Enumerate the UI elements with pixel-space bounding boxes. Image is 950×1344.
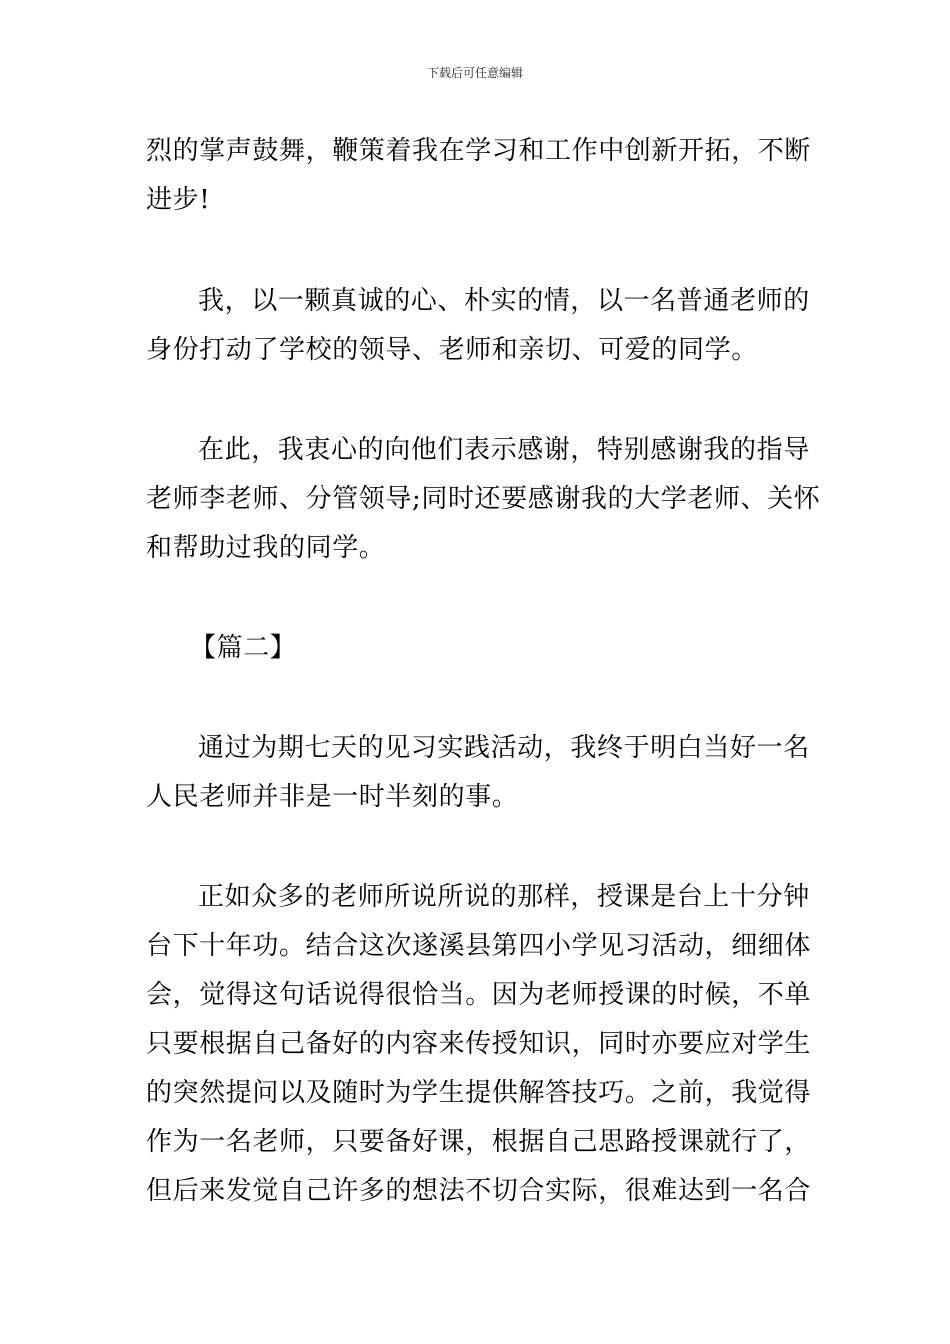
paragraph-line: 烈的掌声鼓舞，鞭策着我在学习和工作中创新开拓，不断 xyxy=(146,136,812,166)
paragraph-line: 人民老师并非是一时半刻的事。 xyxy=(146,782,519,812)
paragraph-line: 作为一名老师，只要备好课，根据自己思路授课就行了， xyxy=(146,1127,812,1157)
paragraph-line: 的突然提问以及随时为学生提供解答技巧。之前，我觉得 xyxy=(146,1078,812,1108)
paragraph-line: 会，觉得这句话说得很恰当。因为老师授课的时候，不单 xyxy=(146,980,812,1010)
paragraph-line: 我，以一颗真诚的心、朴实的情，以一名普通老师的 xyxy=(198,286,810,316)
paragraph-line: 身份打动了学校的领导、老师和亲切、可爱的同学。 xyxy=(146,335,758,365)
page-header: 下载后可任意编辑 xyxy=(426,66,523,80)
section-heading: 【篇二】 xyxy=(190,633,297,663)
paragraph-line: 正如众多的老师所说所说的那样，授课是台上十分钟 xyxy=(198,882,810,912)
paragraph-line: 只要根据自己备好的内容来传授知识，同时亦要应对学生 xyxy=(146,1029,812,1059)
paragraph-line: 进步! xyxy=(146,185,211,215)
paragraph-line: 在此，我衷心的向他们表示感谢，特别感谢我的指导 xyxy=(198,435,810,465)
paragraph-line: 台下十年功。结合这次遂溪县第四小学见习活动，细细体 xyxy=(146,931,812,961)
paragraph-line: 老师李老师、分管领导;同时还要感谢我的大学老师、关怀 xyxy=(146,484,821,514)
paragraph-line: 和帮助过我的同学。 xyxy=(146,533,386,563)
paragraph-line: 通过为期七天的见习实践活动，我终于明白当好一名 xyxy=(198,733,810,763)
paragraph-line: 但后来发觉自己许多的想法不切合实际，很难达到一名合 xyxy=(146,1176,812,1206)
